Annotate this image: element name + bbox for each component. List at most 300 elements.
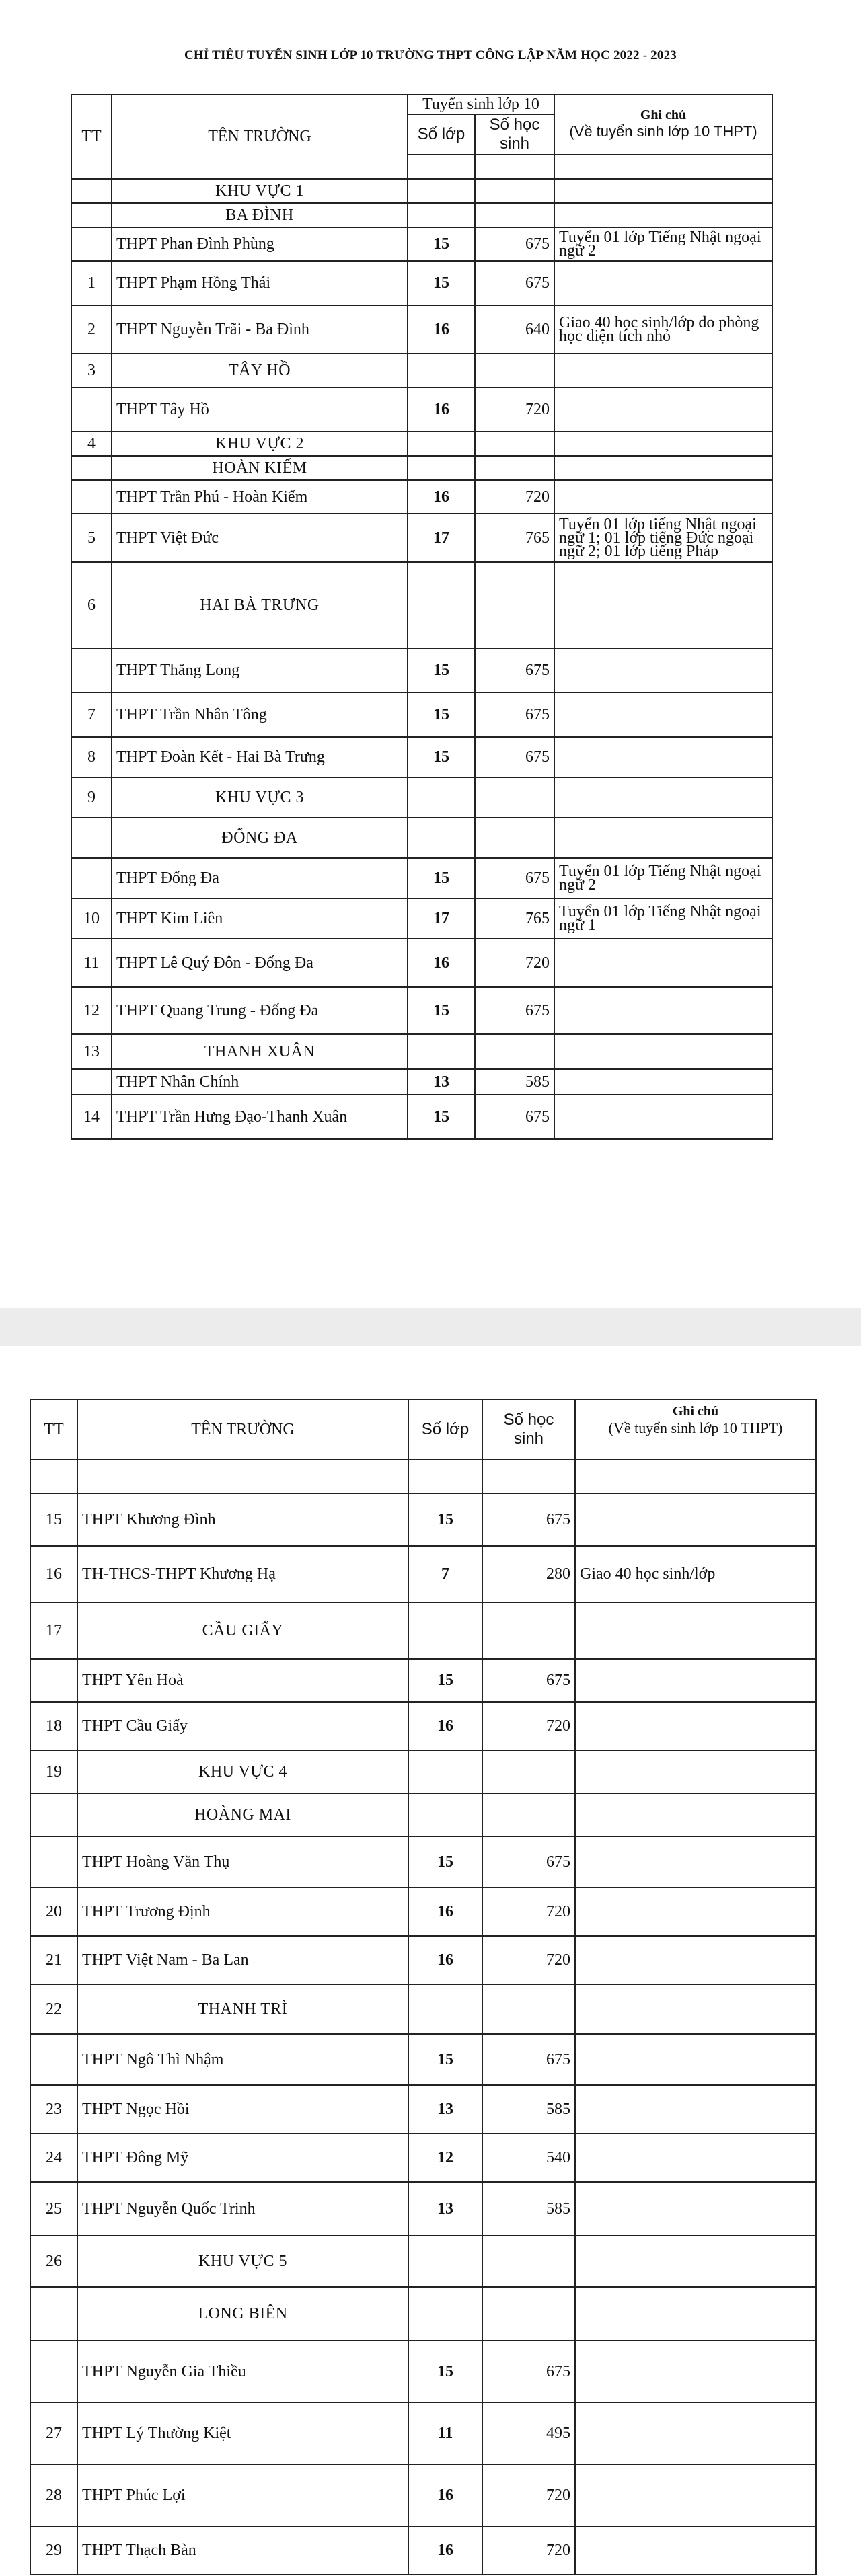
row-number: 18 (30, 1702, 77, 1750)
class-count: 15 (408, 987, 475, 1034)
table-row (71, 1095, 772, 1139)
note-text (575, 1659, 816, 1702)
student-count (475, 818, 554, 858)
header-school-name: TÊN TRƯỜNG (112, 95, 408, 179)
school-name: THPT Quang Trung - Đống Đa (112, 987, 408, 1034)
table-row (71, 387, 772, 432)
class-count (408, 1750, 482, 1793)
note-text (575, 1887, 816, 1936)
school-name: THPT Thạch Bàn (77, 2526, 408, 2575)
table-row (30, 2464, 816, 2526)
table-row (30, 1984, 816, 2034)
district-heading: KHU VỰC 5 (77, 2236, 408, 2287)
school-name: THPT Nhân Chính (112, 1069, 408, 1095)
note-text (575, 1702, 816, 1750)
note-text (575, 2287, 816, 2341)
table-row (71, 261, 772, 305)
class-count: 16 (408, 387, 475, 432)
class-count: 13 (408, 2182, 482, 2236)
student-count: 675 (482, 1493, 575, 1546)
note-text (575, 2034, 816, 2085)
school-name: THPT Nguyễn Trãi - Ba Đình (112, 305, 408, 354)
school-name: THPT Thăng Long (112, 648, 408, 693)
row-number (30, 1793, 77, 1836)
note-text (554, 1069, 772, 1095)
student-count (482, 1460, 575, 1493)
row-number: 6 (71, 562, 112, 648)
class-count (408, 1034, 475, 1069)
student-count (475, 777, 554, 818)
district-heading: KHU VỰC 2 (112, 432, 408, 456)
table-row (71, 898, 772, 939)
student-count (475, 179, 554, 203)
student-count: 675 (482, 2341, 575, 2403)
table-body-page-2 (30, 1460, 816, 2575)
class-count: 17 (408, 514, 475, 562)
table-row (71, 432, 772, 456)
student-count: 280 (482, 1546, 575, 1602)
student-count: 675 (475, 261, 554, 305)
note-text: Tuyển 01 lớp tiếng Nhật ngoại ngữ 1; 01 lớp tiếng Đức ngoại ngữ 2; 01 lớp tiếng Pháp (554, 514, 772, 562)
note-text (575, 1793, 816, 1836)
school-name: THPT Nguyễn Quốc Trinh (77, 2182, 408, 2236)
table-row (71, 354, 772, 387)
table-row (30, 1887, 816, 1936)
row-number (30, 1460, 77, 1493)
row-number: 21 (30, 1936, 77, 1984)
row-number: 10 (71, 898, 112, 939)
student-count: 675 (475, 693, 554, 737)
table-row (30, 2034, 816, 2085)
header-spacer-cell (554, 155, 772, 179)
student-count: 675 (475, 227, 554, 261)
class-count (408, 1984, 482, 2034)
student-count: 720 (482, 1887, 575, 1936)
district-heading: ĐỐNG ĐA (112, 818, 408, 858)
table-row (71, 939, 772, 987)
row-number (71, 456, 112, 480)
note-text (554, 456, 772, 480)
school-name: THPT Phan Đình Phùng (112, 227, 408, 261)
note-text (554, 777, 772, 818)
table-row (30, 2182, 816, 2236)
class-count: 13 (408, 2085, 482, 2134)
note-text (575, 1936, 816, 1984)
school-name: THPT Phạm Hồng Thái (112, 261, 408, 305)
table-row (30, 1793, 816, 1836)
row-number (71, 648, 112, 693)
school-name: TH-THCS-THPT Khương Hạ (77, 1546, 408, 1602)
table-row (71, 818, 772, 858)
class-count: 12 (408, 2134, 482, 2182)
school-name: THPT Trần Nhân Tông (112, 693, 408, 737)
note-text (554, 480, 772, 514)
table-row (71, 480, 772, 514)
row-number (71, 480, 112, 514)
table-row (30, 2287, 816, 2341)
class-count: 7 (408, 1546, 482, 1602)
note-text (554, 432, 772, 456)
class-count: 16 (408, 2526, 482, 2575)
table-row (30, 1546, 816, 1602)
table-row (71, 1069, 772, 1095)
class-count (408, 562, 475, 648)
note-text (575, 2341, 816, 2403)
note-text (575, 2526, 816, 2575)
school-name: THPT Trần Phú - Hoàn Kiếm (112, 480, 408, 514)
note-text (554, 693, 772, 737)
table-row (71, 648, 772, 693)
student-count: 675 (482, 2034, 575, 2085)
header-classes: Số lớp (408, 1399, 482, 1460)
row-number (30, 1836, 77, 1887)
student-count (482, 1793, 575, 1836)
school-name: THPT Đông Mỹ (77, 2134, 408, 2182)
district-heading: HOÀN KIẾM (112, 456, 408, 480)
table-row (30, 1750, 816, 1793)
header-school-name: TÊN TRƯỜNG (77, 1399, 408, 1460)
table-row (30, 2526, 816, 2575)
district-heading: TÂY HỒ (112, 354, 408, 387)
row-number: 8 (71, 737, 112, 777)
header-students: Số học sinh (482, 1399, 575, 1460)
class-count (408, 179, 475, 203)
table-row (30, 1936, 816, 1984)
note-text: Giao 40 học sinh/lớp do phòng học diện tích nhỏ (554, 305, 772, 354)
header-spacer-cell (408, 155, 475, 179)
table-row (30, 1659, 816, 1702)
header-note (554, 95, 772, 155)
class-count (408, 818, 475, 858)
row-number (30, 1659, 77, 1702)
student-count: 720 (475, 480, 554, 514)
class-count: 16 (408, 480, 475, 514)
class-count: 16 (408, 1936, 482, 1984)
table-row (71, 227, 772, 261)
school-name: THPT Khương Đình (77, 1493, 408, 1546)
student-count (475, 456, 554, 480)
table-row (30, 1702, 816, 1750)
note-text (554, 818, 772, 858)
class-count: 15 (408, 2034, 482, 2085)
table-row (71, 737, 772, 777)
student-count: 675 (482, 1836, 575, 1887)
school-name: THPT Việt Nam - Ba Lan (77, 1936, 408, 1984)
header-note-subtitle: (Về tuyển sinh lớp 10 THPT) (608, 1419, 783, 1436)
class-count: 15 (408, 1836, 482, 1887)
school-name: THPT Cầu Giấy (77, 1702, 408, 1750)
row-number (71, 179, 112, 203)
student-count: 720 (482, 2464, 575, 2526)
row-number: 13 (71, 1034, 112, 1069)
school-name: THPT Phúc Lợi (77, 2464, 408, 2526)
table-row (71, 305, 772, 354)
note-text (554, 261, 772, 305)
school-name: THPT Đống Đa (112, 858, 408, 898)
enrollment-table-page-2 (30, 1399, 817, 2575)
class-count (408, 354, 475, 387)
note-text (554, 387, 772, 432)
district-heading: THANH XUÂN (112, 1034, 408, 1069)
district-heading: THANH TRÌ (77, 1984, 408, 2034)
district-heading: HOÀNG MAI (77, 1793, 408, 1836)
school-name: THPT Tây Hồ (112, 387, 408, 432)
school-name: THPT Lê Quý Đôn - Đống Đa (112, 939, 408, 987)
row-number (71, 818, 112, 858)
student-count: 585 (482, 2182, 575, 2236)
class-count: 16 (408, 1702, 482, 1750)
note-text (575, 2182, 816, 2236)
district-heading: KHU VỰC 1 (112, 179, 408, 203)
row-number: 24 (30, 2134, 77, 2182)
class-count: 16 (408, 939, 475, 987)
note-text (575, 1836, 816, 1887)
row-number: 16 (30, 1546, 77, 1602)
note-text (554, 562, 772, 648)
student-count: 640 (475, 305, 554, 354)
school-name: THPT Ngô Thì Nhậm (77, 2034, 408, 2085)
district-heading: KHU VỰC 3 (112, 777, 408, 818)
student-count: 585 (482, 2085, 575, 2134)
table-row (30, 1460, 816, 1493)
note-text (575, 2134, 816, 2182)
student-count (475, 203, 554, 227)
note-text: Tuyển 01 lớp Tiếng Nhật ngoại ngữ 1 (554, 898, 772, 939)
table-row (71, 693, 772, 737)
school-name (77, 1460, 408, 1493)
row-number: 5 (71, 514, 112, 562)
row-number: 29 (30, 2526, 77, 2575)
student-count: 765 (475, 514, 554, 562)
class-count (408, 456, 475, 480)
school-name: THPT Nguyễn Gia Thiều (77, 2341, 408, 2403)
school-name: THPT Việt Đức (112, 514, 408, 562)
student-count: 720 (475, 939, 554, 987)
district-heading: LONG BIÊN (77, 2287, 408, 2341)
row-number: 23 (30, 2085, 77, 2134)
row-number (71, 227, 112, 261)
class-count (408, 777, 475, 818)
student-count (475, 354, 554, 387)
note-text: Giao 40 học sinh/lớp (575, 1546, 816, 1602)
student-count (482, 1984, 575, 2034)
class-count: 15 (408, 648, 475, 693)
note-text (554, 179, 772, 203)
header-tt: TT (71, 95, 112, 179)
note-text (575, 1602, 816, 1659)
note-text (575, 1493, 816, 1546)
note-text (575, 2464, 816, 2526)
note-text (575, 1984, 816, 2034)
note-text (554, 203, 772, 227)
class-count: 15 (408, 858, 475, 898)
table-row (71, 777, 772, 818)
row-number (30, 2287, 77, 2341)
row-number (71, 858, 112, 898)
student-count: 585 (475, 1069, 554, 1095)
row-number: 7 (71, 693, 112, 737)
student-count (482, 1602, 575, 1659)
school-name: THPT Hoàng Văn Thụ (77, 1836, 408, 1887)
district-heading: HAI BÀ TRƯNG (112, 562, 408, 648)
row-number: 12 (71, 987, 112, 1034)
student-count: 540 (482, 2134, 575, 2182)
row-number: 14 (71, 1095, 112, 1139)
class-count: 15 (408, 227, 475, 261)
student-count: 675 (475, 1095, 554, 1139)
student-count: 720 (475, 387, 554, 432)
note-text (554, 1095, 772, 1139)
header-note-subtitle: (Về tuyển sinh lớp 10 THPT) (569, 123, 757, 140)
class-count: 15 (408, 693, 475, 737)
student-count: 765 (475, 898, 554, 939)
header-note-title: Ghi chú (672, 1404, 719, 1419)
class-count (408, 1460, 482, 1493)
row-number: 11 (71, 939, 112, 987)
table-row (71, 1034, 772, 1069)
class-count: 15 (408, 1493, 482, 1546)
class-count: 15 (408, 737, 475, 777)
header-classes: Số lớp (408, 114, 475, 155)
table-row (30, 2236, 816, 2287)
student-count (475, 432, 554, 456)
school-name: THPT Lý Thường Kiệt (77, 2403, 408, 2464)
student-count: 675 (475, 648, 554, 693)
class-count: 16 (408, 305, 475, 354)
row-number: 26 (30, 2236, 77, 2287)
note-text (575, 2236, 816, 2287)
school-name: THPT Trương Định (77, 1887, 408, 1936)
note-text (575, 1750, 816, 1793)
note-text (575, 2403, 816, 2464)
row-number: 20 (30, 1887, 77, 1936)
student-count: 675 (482, 1659, 575, 1702)
table-row (71, 987, 772, 1034)
row-number (71, 1069, 112, 1095)
student-count: 675 (475, 737, 554, 777)
class-count (408, 203, 475, 227)
class-count: 15 (408, 2341, 482, 2403)
table-body-page-1 (71, 179, 772, 1139)
row-number (30, 2341, 77, 2403)
table-row (71, 456, 772, 480)
note-text: Tuyển 01 lớp Tiếng Nhật ngoại ngữ 2 (554, 227, 772, 261)
note-text (554, 987, 772, 1034)
table-row (30, 1836, 816, 1887)
student-count (482, 1750, 575, 1793)
class-count: 15 (408, 261, 475, 305)
row-number: 9 (71, 777, 112, 818)
note-text (575, 2085, 816, 2134)
student-count: 720 (482, 1936, 575, 1984)
row-number (30, 2034, 77, 2085)
table-row (30, 2134, 816, 2182)
school-name: THPT Ngọc Hồi (77, 2085, 408, 2134)
enrollment-table-page-1 (71, 94, 773, 1140)
header-tt: TT (30, 1399, 77, 1460)
row-number (71, 387, 112, 432)
header-note-title: Ghi chú (640, 108, 687, 122)
note-text (554, 1034, 772, 1069)
table-row (30, 2341, 816, 2403)
row-number: 1 (71, 261, 112, 305)
table-row (30, 2403, 816, 2464)
student-count: 675 (475, 858, 554, 898)
table-row (71, 179, 772, 203)
class-count (408, 1602, 482, 1659)
table-row (30, 2085, 816, 2134)
header-spacer-cell (475, 155, 554, 179)
note-text (575, 1460, 816, 1493)
table-row (71, 203, 772, 227)
class-count (408, 2287, 482, 2341)
row-number: 4 (71, 432, 112, 456)
row-number: 25 (30, 2182, 77, 2236)
table-row (30, 1602, 816, 1659)
table-row (71, 514, 772, 562)
row-number: 17 (30, 1602, 77, 1659)
student-count (475, 562, 554, 648)
row-number (71, 203, 112, 227)
student-count: 720 (482, 2526, 575, 2575)
school-name: THPT Trần Hưng Đạo-Thanh Xuân (112, 1095, 408, 1139)
class-count (408, 1793, 482, 1836)
document-title: CHỈ TIÊU TUYỂN SINH LỚP 10 TRƯỜNG THPT CÔNG LẬP NĂM HỌC 2022 - 2023 (184, 48, 677, 63)
student-count (482, 2236, 575, 2287)
school-name: THPT Yên Hoà (77, 1659, 408, 1702)
note-text (554, 737, 772, 777)
header-students: Số học sinh (475, 114, 554, 155)
student-count (475, 1034, 554, 1069)
table-row (71, 858, 772, 898)
note-text (554, 648, 772, 693)
row-number: 28 (30, 2464, 77, 2526)
row-number: 19 (30, 1750, 77, 1793)
note-text (554, 939, 772, 987)
student-count: 720 (482, 1702, 575, 1750)
header-note (575, 1399, 816, 1460)
class-count: 11 (408, 2403, 482, 2464)
class-count: 15 (408, 1095, 475, 1139)
district-heading: BA ĐÌNH (112, 203, 408, 227)
row-number: 22 (30, 1984, 77, 2034)
class-count: 17 (408, 898, 475, 939)
document-page-2 (0, 1346, 861, 2576)
district-heading: KHU VỰC 4 (77, 1750, 408, 1793)
note-text: Tuyển 01 lớp Tiếng Nhật ngoại ngữ 2 (554, 858, 772, 898)
student-count: 495 (482, 2403, 575, 2464)
table-row (30, 1493, 816, 1546)
school-name: THPT Kim Liên (112, 898, 408, 939)
row-number: 2 (71, 305, 112, 354)
class-count: 16 (408, 1887, 482, 1936)
district-heading: CẦU GIẤY (77, 1602, 408, 1659)
class-count: 15 (408, 1659, 482, 1702)
class-count: 16 (408, 2464, 482, 2526)
note-text (554, 354, 772, 387)
student-count (482, 2287, 575, 2341)
class-count (408, 2236, 482, 2287)
class-count (408, 432, 475, 456)
student-count: 675 (475, 987, 554, 1034)
school-name: THPT Đoàn Kết - Hai Bà Trưng (112, 737, 408, 777)
row-number: 15 (30, 1493, 77, 1546)
row-number: 27 (30, 2403, 77, 2464)
table-row (71, 562, 772, 648)
row-number: 3 (71, 354, 112, 387)
header-group: Tuyển sinh lớp 10 (408, 95, 554, 114)
class-count: 13 (408, 1069, 475, 1095)
